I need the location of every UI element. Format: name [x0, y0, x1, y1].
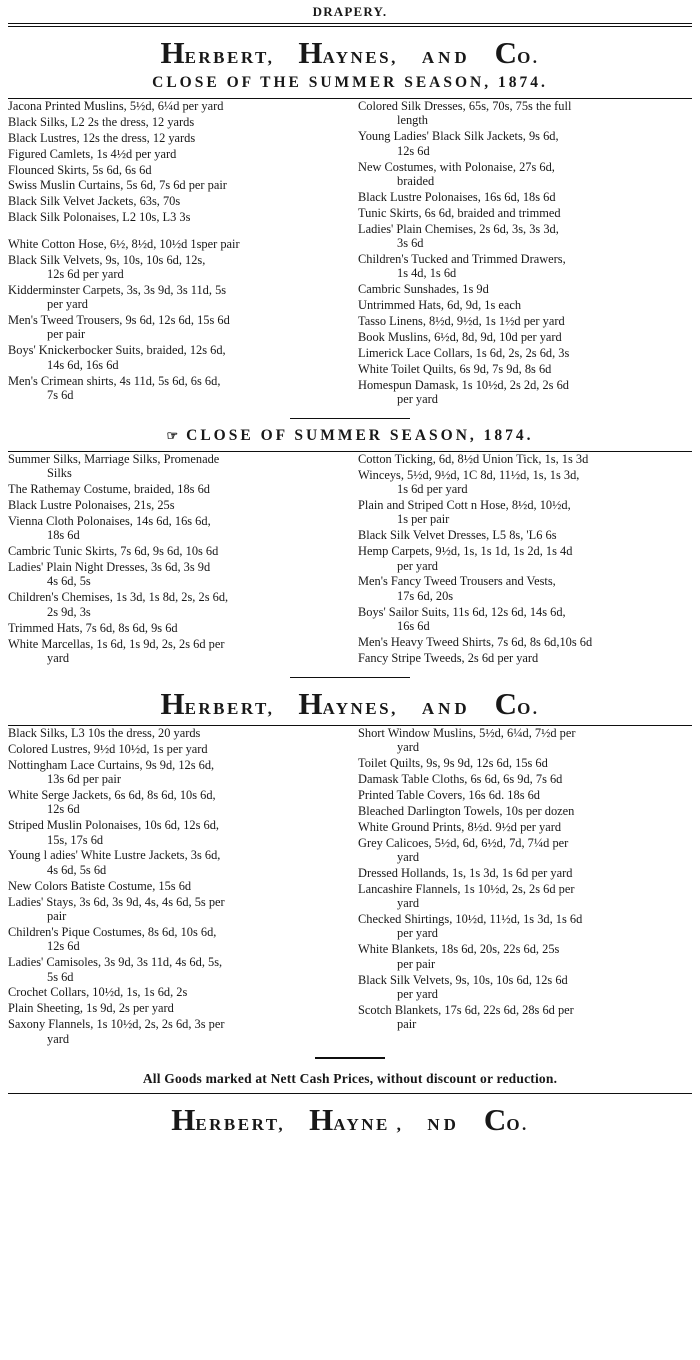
item-text: Children's Chemises, 1s 3d, 1s 8d, 2s, 2s 6d,: [8, 590, 229, 605]
list-item: [358, 1003, 692, 1032]
item-text: Book Muslins, 6½d, 8d, 9d, 10d per yard: [358, 329, 562, 344]
list-item: [8, 925, 342, 954]
item-text: Dressed Hollands, 1s, 1s 3d, 1s 6d per yard: [358, 865, 573, 880]
firm-heading-middle: [8, 685, 692, 721]
firm-heading-top: [8, 35, 692, 70]
item-continuation: 1s per pair: [397, 512, 450, 527]
item-text: Men's Fancy Tweed Trousers and Vests,: [358, 574, 556, 589]
list-item: [358, 882, 692, 911]
drop-cap-c: C: [494, 685, 518, 721]
item-text: Hemp Carpets, 9½d, 1s, 1s 1d, 1s 2d, 1s 4d: [358, 544, 573, 559]
drop-cap-c: C: [483, 1102, 507, 1138]
list-item: [358, 129, 692, 158]
list-item: [8, 726, 342, 740]
list-item: [8, 283, 342, 312]
page-bottom-spacer: [8, 1141, 692, 1147]
list-item: [358, 788, 692, 802]
item-text: White Blankets, 18s 6d, 20s, 22s 6d, 25s: [358, 942, 560, 957]
header-rule-secondary: [8, 26, 692, 27]
item-text: Homespun Damask, 1s 10½d, 2s 2d, 2s 6d: [358, 377, 569, 392]
firm-word-herbert: [160, 35, 275, 70]
item-text: Kidderminster Carpets, 3s, 3s 9d, 3s 11d, 5s: [8, 282, 227, 297]
banner-close-of-the-summer-season: CLOSE OF THE SUMMER SEASON, 1874.: [152, 74, 548, 91]
list-item: [358, 820, 692, 834]
item-text: White Ground Prints, 8½d. 9½d per yard: [358, 819, 562, 834]
item-text: Black Silk Velvet Dresses, L5 8s, 'L6 6s: [358, 528, 557, 543]
drop-cap-h2: H: [298, 35, 323, 70]
list-item: [358, 362, 692, 376]
item-continuation: 17s 6d, 20s: [397, 588, 454, 603]
item-text: Young l adies' White Lustre Jackets, 3s 6d,: [8, 848, 221, 863]
firm-word-co-3: [483, 1102, 529, 1138]
firm-word-co-rest: O.: [517, 48, 540, 67]
list-item: [8, 879, 342, 893]
item-text: Tunic Skirts, 6s 6d, braided and trimmed: [358, 205, 561, 220]
item-text: Ladies' Camisoles, 3s 9d, 3s 11d, 4s 6d, 5s,: [8, 955, 223, 970]
item-continuation: per yard: [397, 986, 438, 1001]
list-item: [358, 330, 692, 344]
list-item: [8, 313, 342, 342]
item-continuation: yard: [397, 740, 420, 755]
item-text: Colored Silk Dresses, 65s, 70s, 75s the full: [358, 99, 572, 113]
firm-word-herbert-3: [171, 1102, 286, 1138]
list-item: [358, 206, 692, 220]
firm-word-co-rest-3: O.: [506, 1115, 529, 1135]
item-continuation: yard: [47, 650, 70, 665]
item-text: The Rathemay Costume, braided, 18s 6d: [8, 482, 210, 497]
list-item: [358, 252, 692, 281]
list-item: [8, 590, 342, 619]
item-continuation: length: [397, 113, 428, 128]
item-continuation: 4s 6d, 5s 6d: [47, 862, 107, 877]
list-item: [358, 866, 692, 880]
item-continuation: per yard: [397, 391, 438, 406]
item-text: Cotton Ticking, 6d, 8½d Union Tick, 1s, 1s 3d: [358, 451, 589, 466]
list-item: [358, 605, 692, 634]
item-continuation: 15s, 17s 6d: [47, 832, 104, 847]
item-text: Saxony Flannels, 1s 10½d, 2s, 2s 6d, 3s per: [8, 1017, 225, 1032]
firm-word-haynes-2: [298, 685, 398, 721]
item-text: Black Lustres, 12s the dress, 12 yards: [8, 130, 196, 145]
list-item: [358, 298, 692, 312]
list-item: [8, 544, 342, 558]
firm-conjunction: AND: [421, 48, 471, 67]
item-text: Tasso Linens, 8½d, 9½d, 1s 1½d per yard: [358, 313, 565, 328]
item-text: White Serge Jackets, 6s 6d, 8s 6d, 10s 6d,: [8, 787, 216, 802]
firm-heading-bottom: [8, 1102, 692, 1138]
firm-word-co-2: [494, 685, 540, 721]
item-text: Black Lustre Polonaises, 16s 6d, 18s 6d: [358, 189, 556, 204]
item-text: Young Ladies' Black Silk Jackets, 9s 6d,: [358, 129, 559, 144]
item-text: Colored Lustres, 9½d 10½d, 1s per yard: [8, 741, 208, 756]
item-text: Cambric Tunic Skirts, 7s 6d, 9s 6d, 10s 6d: [8, 544, 219, 559]
item-text: Black Silk Velvets, 9s, 10s, 10s 6d, 12s 6d: [358, 972, 568, 987]
goods-section-2-right-column: [358, 452, 692, 667]
item-text: Vienna Cloth Polonaises, 14s 6d, 16s 6d,: [8, 513, 211, 528]
firm-word-herbert-rest-3: ERBERT,: [195, 1115, 286, 1135]
item-continuation: 1s 4d, 1s 6d: [397, 266, 457, 281]
list-item: [8, 374, 342, 403]
firm-word-herbert-rest: ERBERT,: [184, 48, 275, 67]
item-text: Damask Table Cloths, 6s 6d, 6s 9d, 7s 6d: [358, 771, 563, 786]
goods-list-1-left: [8, 99, 342, 402]
item-continuation: per pair: [47, 327, 86, 342]
goods-section-2-left-column: [8, 452, 342, 667]
item-text: Bleached Darlington Towels, 10s per dozen: [358, 803, 575, 818]
item-text: White Toilet Quilts, 6s 9d, 7s 9d, 8s 6d: [358, 361, 552, 376]
list-item: [358, 942, 692, 971]
list-item: [358, 99, 692, 128]
item-text: Black Silk Polonaises, L2 10s, L3 3s: [8, 210, 191, 225]
goods-list-3-right: [358, 726, 692, 1032]
item-text: Grey Calicoes, 5½d, 6d, 6½d, 7d, 7¼d per: [358, 835, 569, 850]
item-text: Short Window Muslins, 5½d, 6¼d, 7½d per: [358, 725, 576, 740]
nett-cash-notice: All Goods marked at Nett Cash Prices, without discount or reduction.: [142, 1071, 558, 1087]
item-text: Crochet Collars, 10½d, 1s, 1s 6d, 2s: [8, 985, 188, 1000]
item-text: New Costumes, with Polonaise, 27s 6d,: [358, 159, 555, 174]
goods-section-3-left-column: [8, 726, 342, 1048]
list-item: [8, 621, 342, 635]
list-item: [8, 253, 342, 282]
list-item: [358, 528, 692, 542]
item-continuation: 5s 6d: [47, 969, 74, 984]
item-text: Black Silk Velvets, 9s, 10s, 10s 6d, 12s,: [8, 252, 206, 267]
item-text: Black Silk Velvet Jackets, 63s, 70s: [8, 194, 181, 209]
item-text: White Marcellas, 1s 6d, 1s 9d, 2s, 2s 6d per: [8, 636, 225, 651]
banner-close-of-summer-season: [8, 427, 692, 445]
goods-section-3: [8, 726, 692, 1048]
item-continuation: per yard: [397, 558, 438, 573]
item-text: Winceys, 5½d, 9½d, 1C 8d, 11½d, 1s, 1s 3d,: [358, 467, 580, 482]
list-item: [358, 836, 692, 865]
firm-word-co: [494, 35, 540, 70]
drop-cap-h2: H: [309, 1102, 334, 1138]
item-text: Checked Shirtings, 10½d, 11½d, 1s 3d, 1s 6d: [358, 911, 583, 926]
item-text: Men's Heavy Tweed Shirts, 7s 6d, 8s 6d,10s 6d: [358, 635, 593, 649]
goods-section-1-left-column: [8, 99, 342, 404]
list-item: [8, 178, 342, 192]
item-continuation: 1s 6d per yard: [397, 482, 468, 497]
item-text: Nottingham Lace Curtains, 9s 9d, 12s 6d,: [8, 757, 215, 772]
goods-list-3-left: [8, 726, 342, 1046]
item-text: Scotch Blankets, 17s 6d, 22s 6d, 28s 6d per: [358, 1002, 574, 1017]
item-text: Summer Silks, Marriage Silks, Promenade: [8, 451, 220, 466]
item-continuation: 16s 6d: [397, 619, 430, 634]
list-item: [8, 895, 342, 924]
list-item: [358, 346, 692, 360]
list-item: [358, 190, 692, 204]
item-text: Fancy Stripe Tweeds, 2s 6d per yard: [358, 650, 539, 665]
list-item: [358, 756, 692, 770]
item-text: Swiss Muslin Curtains, 5s 6d, 7s 6d per pair: [8, 178, 227, 193]
item-continuation: pair: [397, 1017, 417, 1032]
pointing-hand-icon: ☞: [166, 427, 179, 443]
list-item: [8, 99, 342, 113]
item-continuation: 13s 6d per pair: [47, 771, 121, 786]
item-continuation: pair: [47, 908, 67, 923]
item-continuation: 12s 6d: [47, 939, 80, 954]
item-text: Children's Tucked and Trimmed Drawers,: [358, 251, 566, 266]
list-item: [358, 160, 692, 189]
list-item: [8, 210, 342, 224]
section-divider-1: [290, 418, 410, 419]
list-item: [358, 635, 692, 649]
item-continuation: per yard: [397, 926, 438, 941]
goods-list-2-left: [8, 452, 342, 665]
item-continuation: 18s 6d: [47, 528, 80, 543]
list-item: [8, 147, 342, 161]
item-text: Untrimmed Hats, 6d, 9d, 1s each: [358, 298, 522, 313]
list-item: [8, 163, 342, 177]
list-item: [8, 818, 342, 847]
item-text: Black Silks, L3 10s the dress, 20 yards: [8, 725, 201, 740]
list-item: [8, 788, 342, 817]
item-text: Boys' Knickerbocker Suits, braided, 12s 6d,: [8, 343, 226, 358]
item-text: Ladies' Plain Chemises, 2s 6d, 3s, 3s 3d,: [358, 221, 559, 236]
item-continuation: braided: [397, 173, 435, 188]
firm-word-co-rest-2: O.: [517, 698, 540, 718]
section-divider-2: [290, 677, 410, 678]
list-item: [8, 1017, 342, 1046]
item-text: Men's Crimean shirts, 4s 11d, 5s 6d, 6s 6d,: [8, 373, 221, 388]
list-item: [358, 452, 692, 466]
banner-text: CLOSE OF SUMMER SEASON, 1874.: [186, 426, 534, 444]
list-item: [8, 758, 342, 787]
list-item: [8, 237, 342, 251]
list-item: [358, 282, 692, 296]
list-item: [358, 574, 692, 603]
item-continuation: 12s 6d per yard: [47, 266, 124, 281]
item-text: Printed Table Covers, 16s 6d. 18s 6d: [358, 787, 540, 802]
list-item: [8, 514, 342, 543]
list-item: [8, 115, 342, 129]
list-item: [8, 498, 342, 512]
goods-list-1-right: [358, 99, 692, 406]
list-item: [358, 912, 692, 941]
item-continuation: yard: [397, 849, 420, 864]
item-continuation: 7s 6d: [47, 388, 74, 403]
list-item: [8, 194, 342, 208]
drop-cap-h: H: [171, 1102, 196, 1138]
list-item: [358, 804, 692, 818]
list-item: [358, 468, 692, 497]
list-item: [358, 222, 692, 251]
drop-cap-h: H: [160, 35, 185, 70]
firm-word-haynes: [298, 35, 398, 70]
item-text: Toilet Quilts, 9s, 9s 9d, 12s 6d, 15s 6d: [358, 756, 548, 771]
firm-word-haynes-rest: AYNES,: [322, 48, 398, 67]
item-continuation: Silks: [47, 466, 72, 481]
goods-list-2-right: [358, 452, 692, 665]
goods-section-2: [8, 452, 692, 667]
item-continuation: 12s 6d: [47, 802, 80, 817]
firm-word-haynes-3: [309, 1102, 404, 1138]
list-item: [8, 1001, 342, 1015]
item-text: Striped Muslin Polonaises, 10s 6d, 12s 6d,: [8, 818, 219, 833]
firm-word-haynes-rest-2: AYNES,: [322, 698, 398, 718]
item-text: Jacona Printed Muslins, 5½d, 6¼d per yard: [8, 99, 224, 113]
list-item: [8, 742, 342, 756]
list-gap: [8, 226, 342, 235]
list-item: [8, 955, 342, 984]
item-text: Men's Tweed Trousers, 9s 6d, 12s 6d, 15s 6d: [8, 313, 230, 328]
list-item: [358, 651, 692, 665]
item-text: Ladies' Stays, 3s 6d, 3s 9d, 4s, 4s 6d, 5s per: [8, 894, 225, 909]
list-item: [8, 985, 342, 999]
item-continuation: 3s 6d: [397, 236, 424, 251]
list-item: [358, 544, 692, 573]
running-head: DRAPERY.: [312, 4, 388, 19]
list-item: [8, 131, 342, 145]
list-item: [8, 560, 342, 589]
drop-cap-c: C: [494, 35, 518, 70]
item-text: Black Silks, L2 2s the dress, 12 yards: [8, 114, 195, 129]
item-text: Trimmed Hats, 7s 6d, 8s 6d, 9s 6d: [8, 620, 178, 635]
list-item: [8, 482, 342, 496]
drop-cap-h2: H: [298, 685, 323, 721]
list-item: [358, 498, 692, 527]
item-text: Ladies' Plain Night Dresses, 3s 6d, 3s 9d: [8, 560, 211, 575]
item-continuation: 2s 9d, 3s: [47, 604, 91, 619]
item-text: Cambric Sunshades, 1s 9d: [358, 282, 489, 297]
item-continuation: yard: [397, 896, 420, 911]
item-text: Plain and Striped Cott n Hose, 8½d, 10½d,: [358, 497, 571, 512]
item-text: Black Lustre Polonaises, 21s, 25s: [8, 497, 175, 512]
footer-rule: [8, 1093, 692, 1094]
drop-cap-h: H: [160, 685, 185, 721]
item-continuation: per yard: [47, 297, 88, 312]
item-text: Lancashire Flannels, 1s 10½d, 2s, 2s 6d per: [358, 881, 575, 896]
item-text: Plain Sheeting, 1s 9d, 2s per yard: [8, 1001, 174, 1016]
list-item: [8, 848, 342, 877]
footer-divider-top: [315, 1057, 385, 1059]
firm-word-herbert-2: [160, 685, 275, 721]
goods-section-3-right-column: [358, 726, 692, 1033]
list-item: [358, 726, 692, 755]
list-item: [358, 314, 692, 328]
goods-section-1: [8, 99, 692, 408]
item-continuation: 12s 6d: [397, 143, 430, 158]
list-item: [8, 343, 342, 372]
list-item: [8, 637, 342, 666]
item-continuation: per pair: [397, 956, 436, 971]
goods-section-1-right-column: [358, 99, 692, 408]
list-item: [358, 973, 692, 1002]
item-continuation: 4s 6d, 5s: [47, 574, 91, 589]
item-text: Children's Pique Costumes, 8s 6d, 10s 6d,: [8, 924, 217, 939]
firm-conjunction-2: AND: [421, 698, 471, 718]
item-text: White Cotton Hose, 6½, 8½d, 10½d 1sper pair: [8, 236, 240, 251]
list-item: [8, 452, 342, 481]
list-item: [358, 378, 692, 407]
firm-word-herbert-rest-2: ERBERT,: [184, 698, 275, 718]
list-item: [358, 772, 692, 786]
item-text: Boys' Sailor Suits, 11s 6d, 12s 6d, 14s 6d,: [358, 604, 566, 619]
item-text: New Colors Batiste Costume, 15s 6d: [8, 878, 192, 893]
item-text: Flounced Skirts, 5s 6d, 6s 6d: [8, 162, 152, 177]
item-continuation: yard: [47, 1031, 70, 1046]
firm-conjunction-3: ND: [427, 1115, 460, 1135]
item-text: Limerick Lace Collars, 1s 6d, 2s, 2s 6d, 3s: [358, 345, 570, 360]
item-continuation: 14s 6d, 16s 6d: [47, 357, 119, 372]
firm-word-haynes-rest-3: AYNE ,: [333, 1115, 404, 1135]
item-text: Figured Camlets, 1s 4½d per yard: [8, 146, 177, 161]
header-rule: [8, 23, 692, 24]
